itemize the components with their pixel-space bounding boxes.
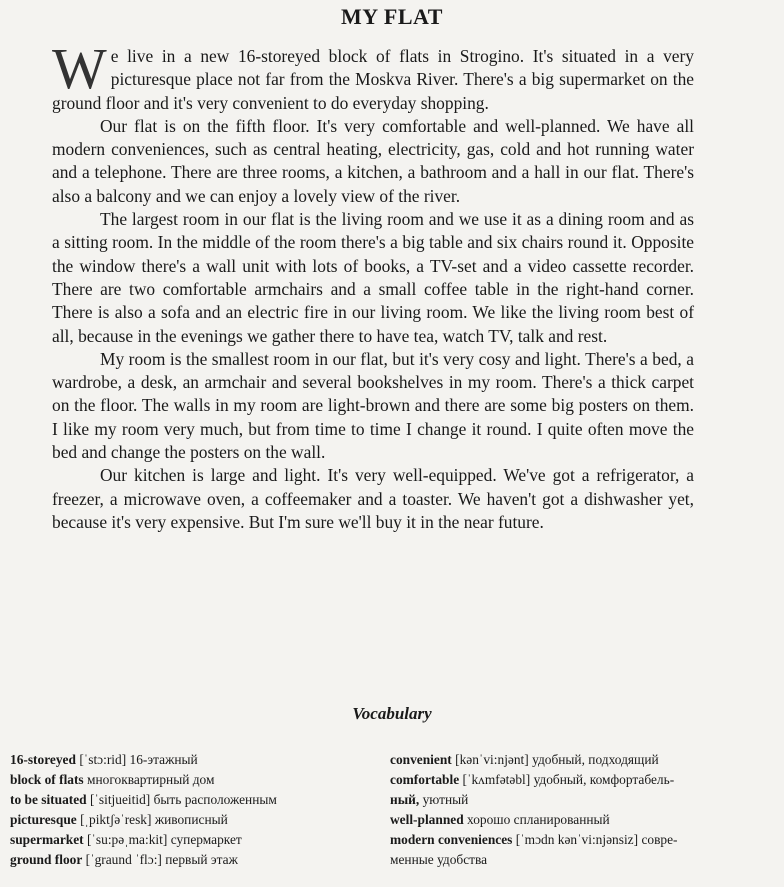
vocab-term: convenient bbox=[390, 752, 452, 767]
paragraph-1-text: e live in a new 16-storeyed block of flats in Strogino. It's situated in a very picturesque place not far from the Moskva River. There's a big supermarket on the ground floor and it's very convenient to do everyday shopping. bbox=[52, 46, 694, 113]
vocab-translation: супермаркет bbox=[170, 832, 242, 847]
vocab-entry bbox=[10, 770, 382, 790]
vocab-entry-continuation bbox=[390, 790, 776, 810]
vocab-continuation-rest: удобства bbox=[437, 852, 488, 867]
paragraph-1 bbox=[52, 36, 694, 115]
paragraph-2: Our flat is on the fifth floor. It's very comfortable and well-planned. We have all modern conveniences, such as central heating, electricity, gas, cold and hot running water and a telephone. There are three rooms, a kitchen, a bathroom and a hall in our flat. There's also a balcony and we can enjoy a lovely view of the river. bbox=[52, 115, 694, 206]
paragraph-4: My room is the smallest room in our flat, but it's very cosy and light. There's a bed, a wardrobe, a desk, an armchair and several bookshelves in my room. There's a thick carpet on the floor. The walls in my room are light-brown and there are some big posters on them. I like my room very much, but from time to time I change it round. I quite often move the bed and change the posters on the wall. bbox=[52, 348, 694, 463]
vocab-transcription: [ˈgraund ˈflɔ:] bbox=[85, 852, 162, 867]
vocab-term: block of flats bbox=[10, 772, 84, 787]
vocab-entry bbox=[10, 830, 382, 850]
vocab-transcription: [ˈsitjueitid] bbox=[89, 792, 151, 807]
vocabulary-heading: Vocabulary bbox=[352, 704, 432, 723]
vocab-translation: удобный, комфортабель- bbox=[533, 772, 675, 787]
vocab-translation: 16-этажный bbox=[129, 752, 198, 767]
vocab-translation: хорошо спланированный bbox=[467, 812, 610, 827]
vocab-entry bbox=[390, 830, 776, 850]
vocab-translation: многоквартирный дом bbox=[87, 772, 215, 787]
vocab-continuation: ный, bbox=[390, 792, 420, 807]
vocab-translation: удобный, подходящий bbox=[532, 752, 659, 767]
vocab-transcription: [kənˈvi:njənt] bbox=[455, 752, 529, 767]
vocab-transcription: [ˈsu:pəˌma:kit] bbox=[87, 832, 168, 847]
vocab-term: picturesque bbox=[10, 812, 77, 827]
vocabulary-left-column bbox=[10, 750, 382, 870]
vocab-entry bbox=[10, 810, 382, 830]
vocab-translation: живописный bbox=[154, 812, 228, 827]
vocab-term: to be situated bbox=[10, 792, 87, 807]
vocab-transcription: [ˈkʌmfətəbl] bbox=[462, 772, 531, 787]
vocab-translation: быть расположенным bbox=[153, 792, 277, 807]
main-text bbox=[52, 36, 694, 534]
vocab-term: ground floor bbox=[10, 852, 83, 867]
vocab-entry bbox=[390, 770, 776, 790]
paragraph-5: Our kitchen is large and light. It's very well-equipped. We've got a refrigerator, a freezer, a microwave oven, a coffeemaker and a toaster. We haven't got a dishwasher yet, because it's very expensive. But I'm sure we'll buy it in the near future. bbox=[52, 465, 694, 532]
vocab-transcription: [ˌpiktʃəˈresk] bbox=[80, 812, 152, 827]
vocab-term: supermarket bbox=[10, 832, 84, 847]
paragraph-3: The largest room in our flat is the living room and we use it as a dining room and as a sitting room. In the middle of the room there's a big table and six chairs round it. Opposite the window there's a wall unit with lots of books, a TV-set and a video cassette recorder. There are two comfortable armchairs and a small coffee table in the right-hand corner. There is also a sofa and an electric fire in our living room. We like the living room best of all, because in the evenings we gather there to have tea, watch TV, talk and rest. bbox=[52, 209, 694, 346]
vocab-entry bbox=[10, 790, 382, 810]
vocab-entry bbox=[10, 750, 382, 770]
vocab-translation: совре- bbox=[641, 832, 678, 847]
vocab-transcription: [ˈmɔdn kənˈvi:njənsiz] bbox=[515, 832, 639, 847]
vocab-term: modern conveniences bbox=[390, 832, 513, 847]
vocab-transcription: [ˈstɔ:rid] bbox=[79, 752, 127, 767]
vocab-term: comfortable bbox=[390, 772, 460, 787]
vocab-entry-continuation bbox=[390, 850, 776, 870]
page-title: MY FLAT bbox=[341, 4, 443, 29]
drop-cap: W bbox=[52, 36, 107, 101]
vocab-entry bbox=[10, 850, 382, 870]
vocab-entry bbox=[390, 810, 776, 830]
vocab-entry bbox=[390, 750, 776, 770]
vocab-term: 16-storeyed bbox=[10, 752, 76, 767]
vocab-translation: первый этаж bbox=[165, 852, 238, 867]
vocab-term: well-planned bbox=[390, 812, 464, 827]
vocabulary-right-column bbox=[390, 750, 776, 870]
vocab-continuation-rest: уютный bbox=[422, 792, 469, 807]
vocab-continuation: менные bbox=[390, 852, 434, 867]
